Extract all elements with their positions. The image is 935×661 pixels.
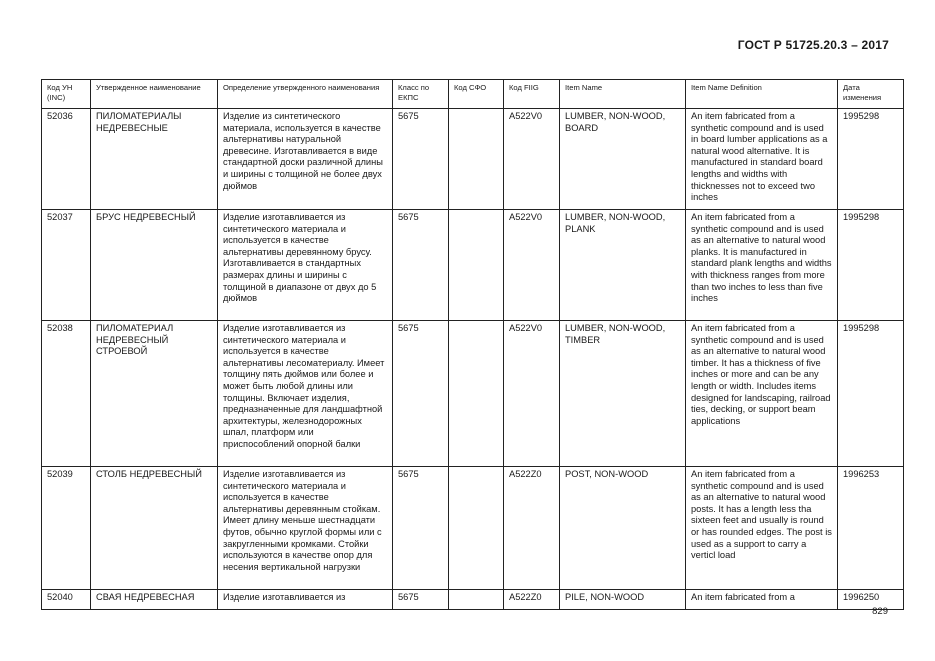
col-header-class: Класс по ЕКПС [393, 80, 449, 109]
cell-class: 5675 [393, 467, 449, 590]
col-header-inc: Код УН (INC) [42, 80, 91, 109]
cell-inc: 52038 [42, 321, 91, 467]
cell-date: 1995298 [838, 109, 904, 210]
col-header-def-ru: Определение утвержденного наименования [218, 80, 393, 109]
cell-item-def: An item fabricated from a synthetic compound and is used as an alternative to natural wood timber. It has a thickness of five inches or more and can be any length or width. Includes items designed for landscaping, railroad ties, decking, or support beam applications [686, 321, 838, 467]
col-header-item-name: Item Name [560, 80, 686, 109]
cell-date: 1995298 [838, 321, 904, 467]
cell-item-name: LUMBER, NON-WOOD, PLANK [560, 210, 686, 321]
col-header-sfo: Код СФО [449, 80, 504, 109]
cell-date: 1995298 [838, 210, 904, 321]
cell-sfo [449, 210, 504, 321]
page-number: 829 [872, 606, 888, 617]
cell-def-ru: Изделие изготавливается из [218, 590, 393, 610]
cell-item-name: PILE, NON-WOOD [560, 590, 686, 610]
cell-sfo [449, 109, 504, 210]
cell-class: 5675 [393, 590, 449, 610]
cell-item-def: An item fabricated from a synthetic compound and is used as an alternative to natural wood posts. It has a length less tha sixteen feet and usually is round or has rounded edges. The post is used as a support to carry a verticl load [686, 467, 838, 590]
item-names-table [41, 79, 904, 610]
cell-fiig: A522V0 [504, 210, 560, 321]
table-row [42, 590, 904, 610]
table-header [42, 80, 904, 109]
cell-def-ru: Изделие изготавливается из синтетического материала и используется в качестве альтернативы деревянным стойкам. Имеет длину меньше шестнадцати футов, обычно круглой формы или с закругленными кромками. Стойки используются в качестве опор для несения вертикальной нагрузки [218, 467, 393, 590]
cell-fiig: A522V0 [504, 321, 560, 467]
col-header-name-ru: Утвержденное наименование [91, 80, 218, 109]
cell-name-ru: ПИЛОМАТЕРИАЛ НЕДРЕВЕСНЫЙ СТРОЕВОЙ [91, 321, 218, 467]
cell-name-ru: ПИЛОМАТЕРИАЛЫ НЕДРЕВЕСНЫЕ [91, 109, 218, 210]
cell-inc: 52040 [42, 590, 91, 610]
cell-date: 1996250 [838, 590, 904, 610]
cell-item-name: POST, NON-WOOD [560, 467, 686, 590]
cell-fiig: A522Z0 [504, 590, 560, 610]
cell-inc: 52039 [42, 467, 91, 590]
cell-inc: 52036 [42, 109, 91, 210]
col-header-item-def: Item Name Definition [686, 80, 838, 109]
table-row [42, 467, 904, 590]
cell-inc: 52037 [42, 210, 91, 321]
col-header-fiig: Код FIIG [504, 80, 560, 109]
cell-item-def: An item fabricated from a [686, 590, 838, 610]
table-row [42, 109, 904, 210]
cell-name-ru: СТОЛБ НЕДРЕВЕСНЫЙ [91, 467, 218, 590]
cell-def-ru: Изделие изготавливается из синтетического материала и используется в качестве альтернативы деревянному брусу. Изготавливается в стандартных размерах длины и ширины с толщиной в диапазоне от двух до 5 дюймов [218, 210, 393, 321]
cell-sfo [449, 590, 504, 610]
cell-class: 5675 [393, 321, 449, 467]
cell-date: 1996253 [838, 467, 904, 590]
cell-fiig: A522Z0 [504, 467, 560, 590]
col-header-date: Дата изменения [838, 80, 904, 109]
cell-def-ru: Изделие изготавливается из синтетического материала и используется в качестве альтернативы лесоматериалу. Имеет толщину пять дюймов или более и может быть любой длины или толщины. Включает изделия, предназначенные для ландшафтной архитектуры, железнодорожных шпал, платформ или приспособлений опорной балки [218, 321, 393, 467]
cell-fiig: A522V0 [504, 109, 560, 210]
cell-item-def: An item fabricated from a synthetic compound and is used as an alternative to natural wood planks. It is manufactured in standard plank lengths and widths with thickness ranges from more than two inches to less than five inches [686, 210, 838, 321]
cell-sfo [449, 321, 504, 467]
cell-class: 5675 [393, 109, 449, 210]
cell-item-def: An item fabricated from a synthetic compound and is used in board lumber applications as a natural wood alternative. It is manufactured in standard board lengths and widths with thicknesses not to exceed two inches [686, 109, 838, 210]
cell-item-name: LUMBER, NON-WOOD, TIMBER [560, 321, 686, 467]
table-row [42, 210, 904, 321]
cell-item-name: LUMBER, NON-WOOD, BOARD [560, 109, 686, 210]
document-code: ГОСТ Р 51725.20.3 – 2017 [737, 38, 889, 52]
cell-sfo [449, 467, 504, 590]
cell-name-ru: БРУС НЕДРЕВЕСНЫЙ [91, 210, 218, 321]
cell-class: 5675 [393, 210, 449, 321]
table-row [42, 321, 904, 467]
cell-name-ru: СВАЯ НЕДРЕВЕСНАЯ [91, 590, 218, 610]
cell-def-ru: Изделие из синтетического материала, используется в качестве альтернативы натуральной древесине. Изготавливается в виде стандартной доски различной длины и ширины с толщиной не более двух дюймов [218, 109, 393, 210]
